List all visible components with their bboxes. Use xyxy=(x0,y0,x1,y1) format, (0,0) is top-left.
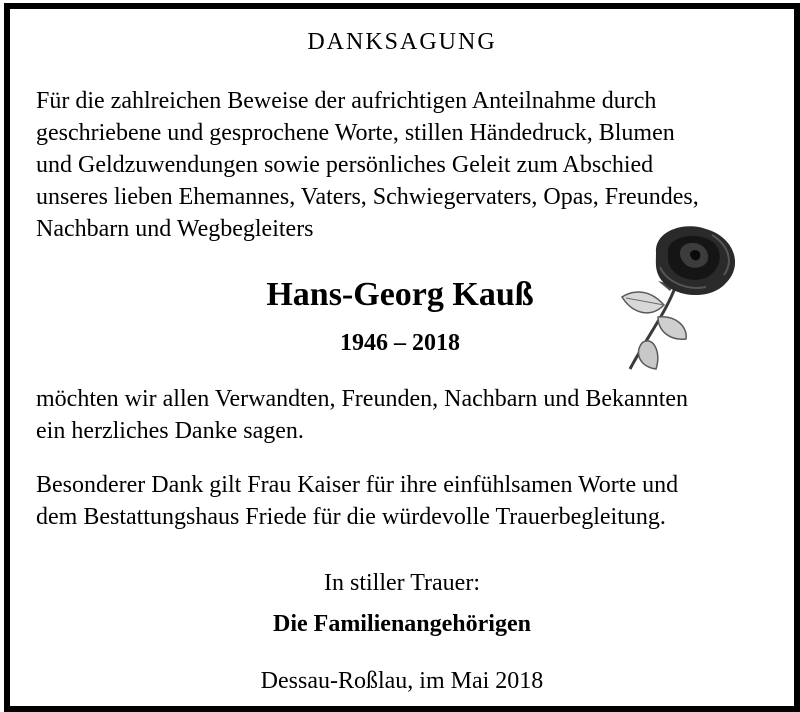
rose-icon xyxy=(606,223,758,373)
intro-line: geschriebene und gesprochene Worte, stillen Händedruck, Blumen xyxy=(36,120,675,146)
thanks-line: möchten wir allen Verwandten, Freunden, Nachbarn und Bekannten xyxy=(36,386,689,412)
notice-heading: DANKSAGUNG xyxy=(307,29,497,55)
intro-line: unseres lieben Ehemannes, Vaters, Schwiegervaters, Opas, Freundes, xyxy=(36,184,699,210)
family-signature: Die Familienangehörigen xyxy=(273,611,531,637)
intro-line: und Geldzuwendungen sowie persönliches Geleit zum Abschied xyxy=(36,152,654,178)
special-thanks-line: Besonderer Dank gilt Frau Kaiser für ihre einfühlsamen Worte und xyxy=(36,472,679,498)
intro-line: Nachbarn und Wegbegleiters xyxy=(36,216,314,242)
life-years: 1946 – 2018 xyxy=(340,330,460,356)
place-date: Dessau-Roßlau, im Mai 2018 xyxy=(260,668,544,694)
intro-line: Für die zahlreichen Beweise der aufrichtigen Anteilnahme durch xyxy=(36,88,657,114)
thanks-line: ein herzliches Danke sagen. xyxy=(36,418,304,444)
special-thanks-paragraph xyxy=(36,469,781,533)
special-thanks-line: dem Bestattungshaus Friede für die würdevolle Trauerbegleitung. xyxy=(36,504,666,530)
deceased-name: Hans-Georg Kauß xyxy=(266,276,534,313)
intro-paragraph xyxy=(36,85,781,245)
thanks-paragraph xyxy=(36,383,781,447)
closing-phrase: In stiller Trauer: xyxy=(324,570,480,596)
notice-frame xyxy=(4,3,800,712)
